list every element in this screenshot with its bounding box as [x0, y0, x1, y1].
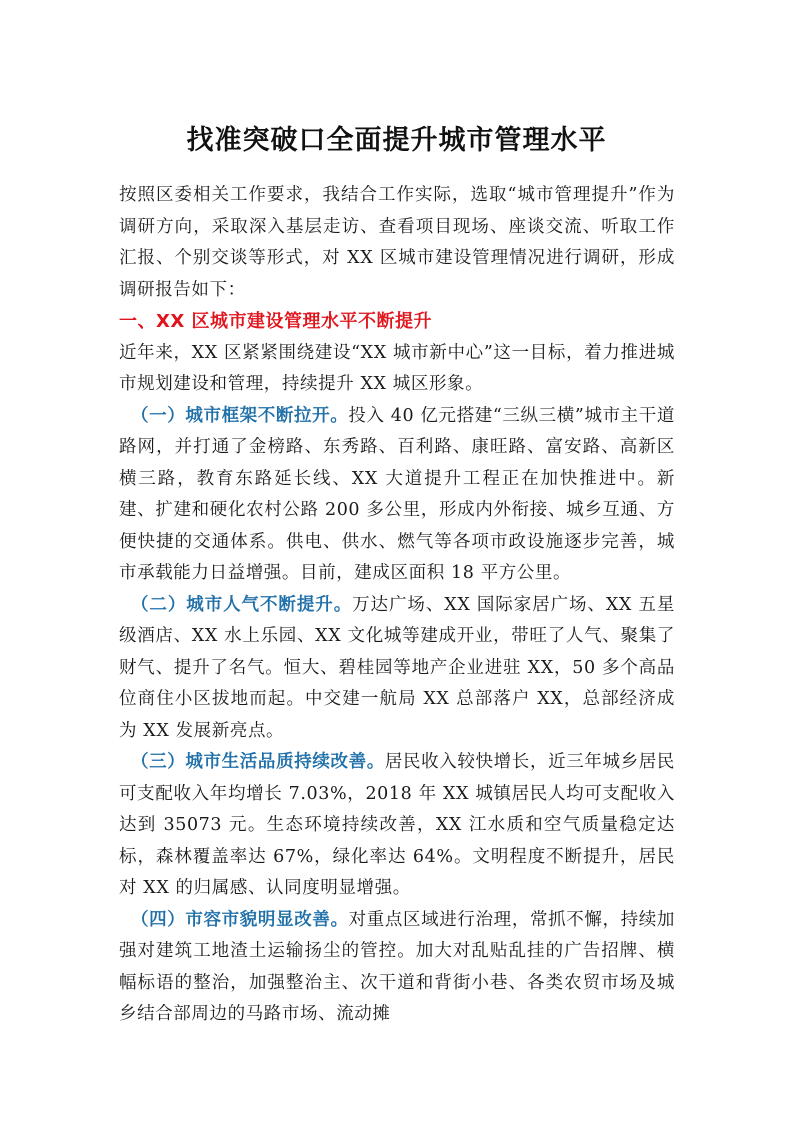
item-heading-4: （四）市容市貌明显改善。 [131, 909, 349, 930]
item-text-2: 万达广场、XX 国际家居广场、XX 五星级酒店、XX 水上乐园、XX 文化城等建成开业，带旺了人气、聚集了财气、提升了名气。恒大、碧桂园等地产企业进驻 XX，50 多个高品位商住小区拔地而起。中交建一航局 XX 总部落户 XX，总部经济成为 XX 发展新亮点。 [119, 594, 675, 741]
section-heading: 一、XX 区城市建设管理水平不断提升 [119, 311, 433, 332]
item-paragraph-2 [119, 590, 675, 748]
section-intro-paragraph: 近年来，XX 区紧紧围绕建设“XX 城市新中心”这一目标，着力推进城市规划建设和管理，持续提升 XX 城区形象。 [119, 342, 675, 394]
document-body [119, 180, 675, 1031]
item-text-3: 居民收入较快增长，近三年城乡居民可支配收入年均增长 7.03%，2018 年 XX 城镇居民人均可支配收入达到 35073 元。生态环境持续改善，XX 江水质和空气质量稳定达标，森林覆盖率达 67%，绿化率达 64%。文明程度不断提升，居民对 XX 的归属感、认同度明显增强。 [119, 752, 675, 898]
item-heading-3: （三）城市生活品质持续改善。 [131, 752, 385, 772]
item-heading-1: （一）城市框架不断拉开。 [131, 405, 349, 426]
document-title: 找准突破口全面提升城市管理水平 [186, 125, 607, 156]
item-text-4: 对重点区域进行治理，常抓不懈，持续加强对建筑工地渣土运输扬尘的管控。加大对乱贴乱挂的广告招牌、横幅标语的整治，加强整治主、次干道和背街小巷、各类农贸市场及城乡结合部周边的马路市场、流动摊 [119, 909, 675, 1024]
item-text-1: 投入 40 亿元搭建“三纵三横”城市主干道路网，并打通了金榜路、东秀路、百利路、康旺路、富安路、高新区横三路，教育东路延长线、XX 大道提升工程正在加快推进中。新建、扩建和硬化农村公路 200 多公里，形成内外衔接、城乡互通、方便快捷的交通体系。供电、供水、燃气等各项市政设施逐步完善，城市承载能力日益增强。目前，建成区面积 18 平方公里。 [119, 405, 676, 583]
item-paragraph-3 [119, 747, 675, 905]
item-heading-2: （二）城市人气不断提升。 [131, 594, 353, 615]
item-paragraph-1 [119, 401, 675, 590]
item-paragraph-4 [119, 905, 675, 1031]
intro-paragraph: 按照区委相关工作要求，我结合工作实际，选取“城市管理提升”作为调研方向，采取深入基层走访、查看项目现场、座谈交流、听取工作汇报、个别交谈等形式，对 XX 区城市建设管理情况进行调研，形成调研报告如下： [119, 185, 675, 300]
